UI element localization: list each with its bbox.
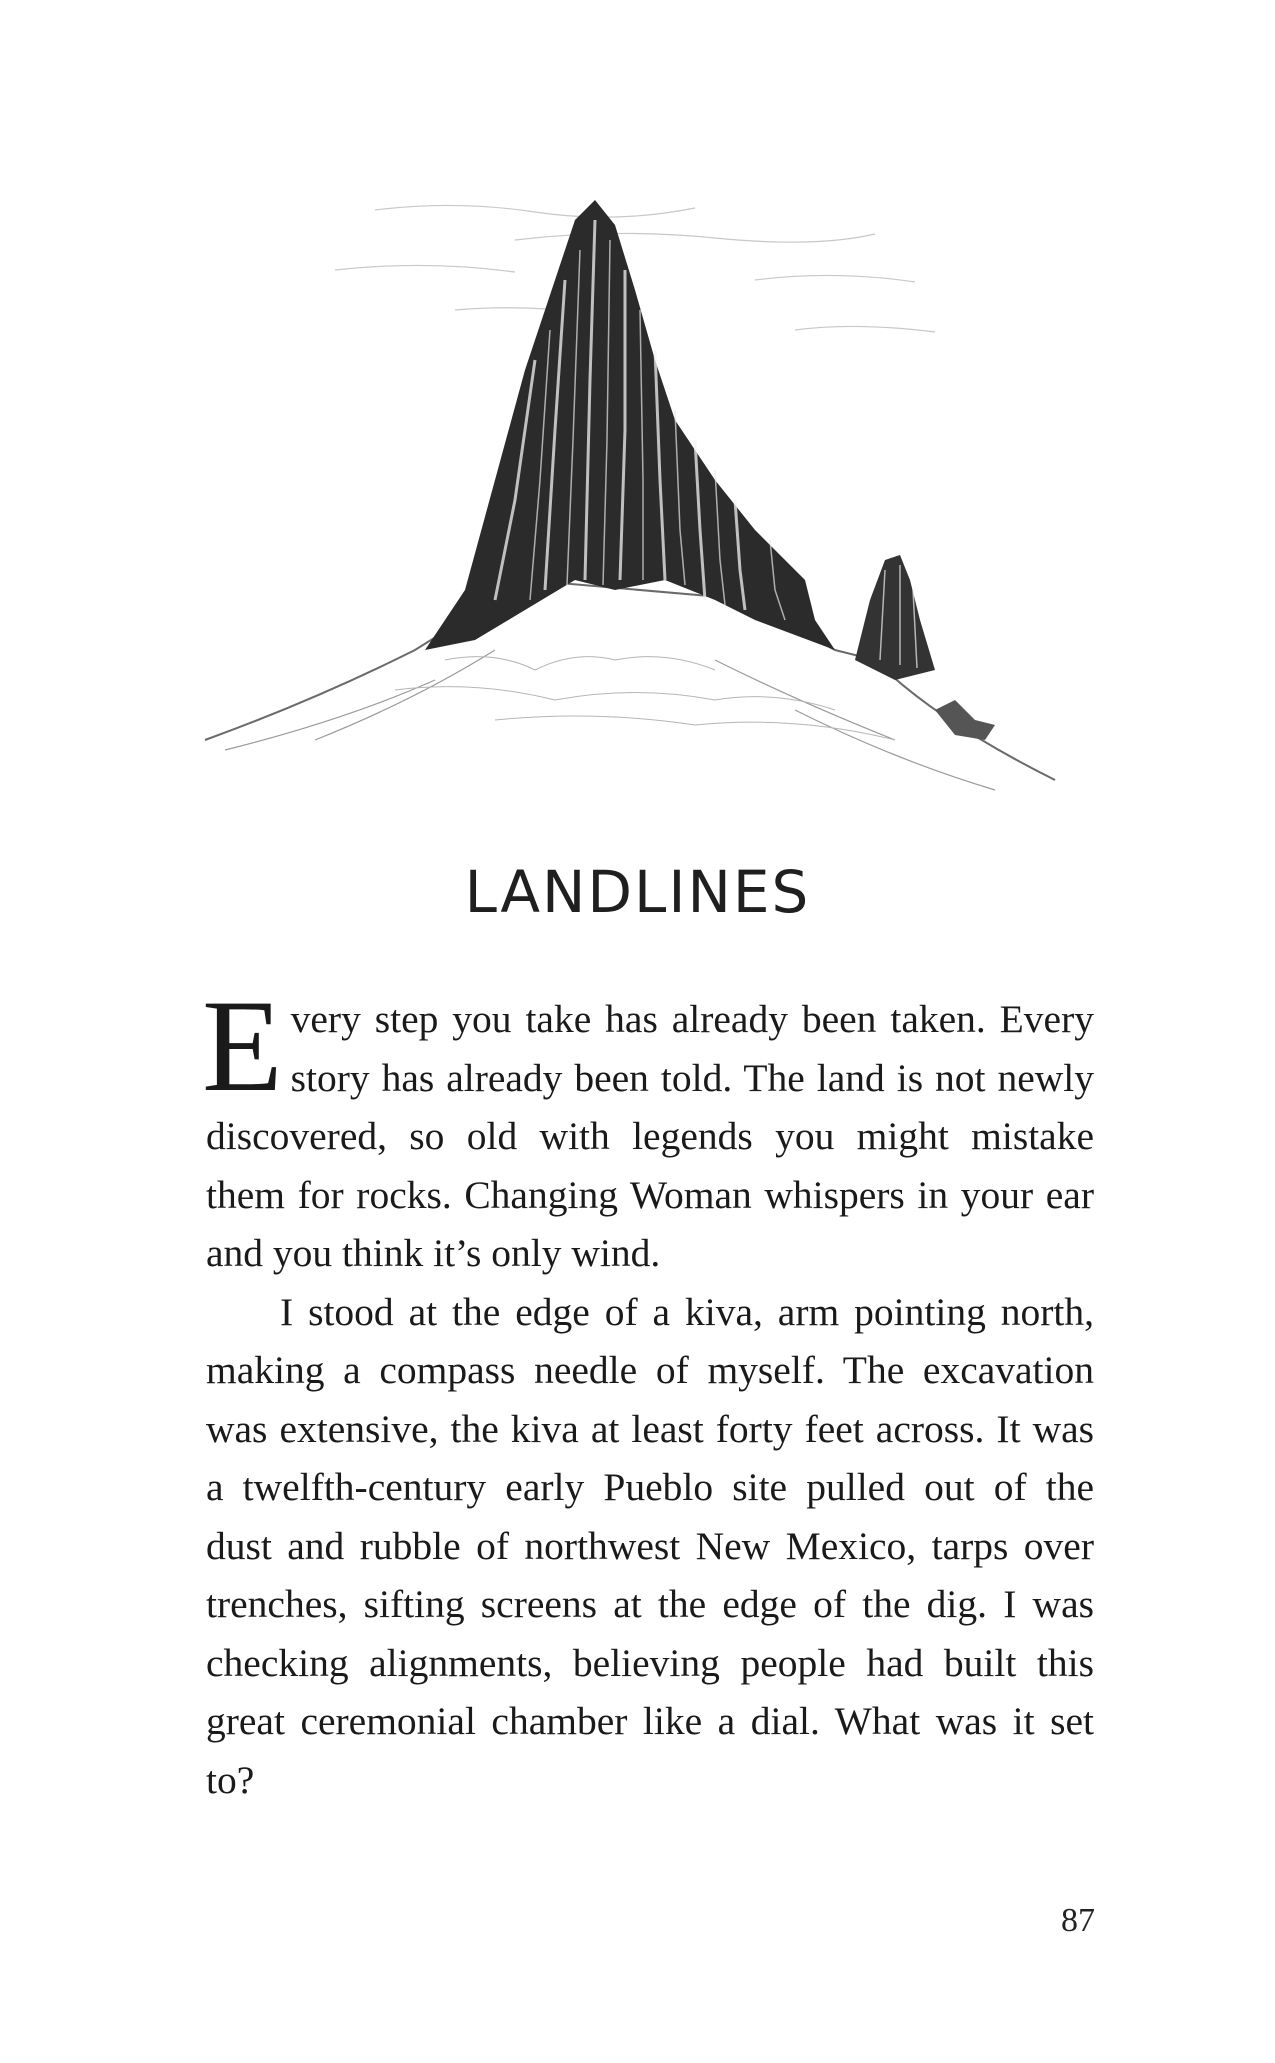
mountain-sketch-icon <box>195 180 1095 840</box>
drop-cap: E <box>202 972 283 1119</box>
paragraph-1 <box>202 972 1094 1283</box>
chapter-title: LANDLINES <box>464 858 811 926</box>
page-number: 87 <box>1061 1902 1095 1939</box>
paragraph-2: I stood at the edge of a kiva, arm pointing north, making a compass needle of myself. The excavation was extensive, the kiva at least forty feet across. It was a twelfth-century early Pueblo site pulled out of the dust and rubble of northwest New Mexico, tarps over trenches, sifting screens at the edge of the dig. I was checking alignments, believing people had built this great ceremonial chamber like a dial. What was it set to? <box>206 1289 1094 1802</box>
paragraph-1-text: very step you take has already been taken. Every story has already been told. The land is not newly discovered, so old with legends you might mistake them for rocks. Changing Woman whispers in your ear and you think it’s only wind. <box>206 997 1094 1275</box>
body-text <box>202 972 1094 1809</box>
